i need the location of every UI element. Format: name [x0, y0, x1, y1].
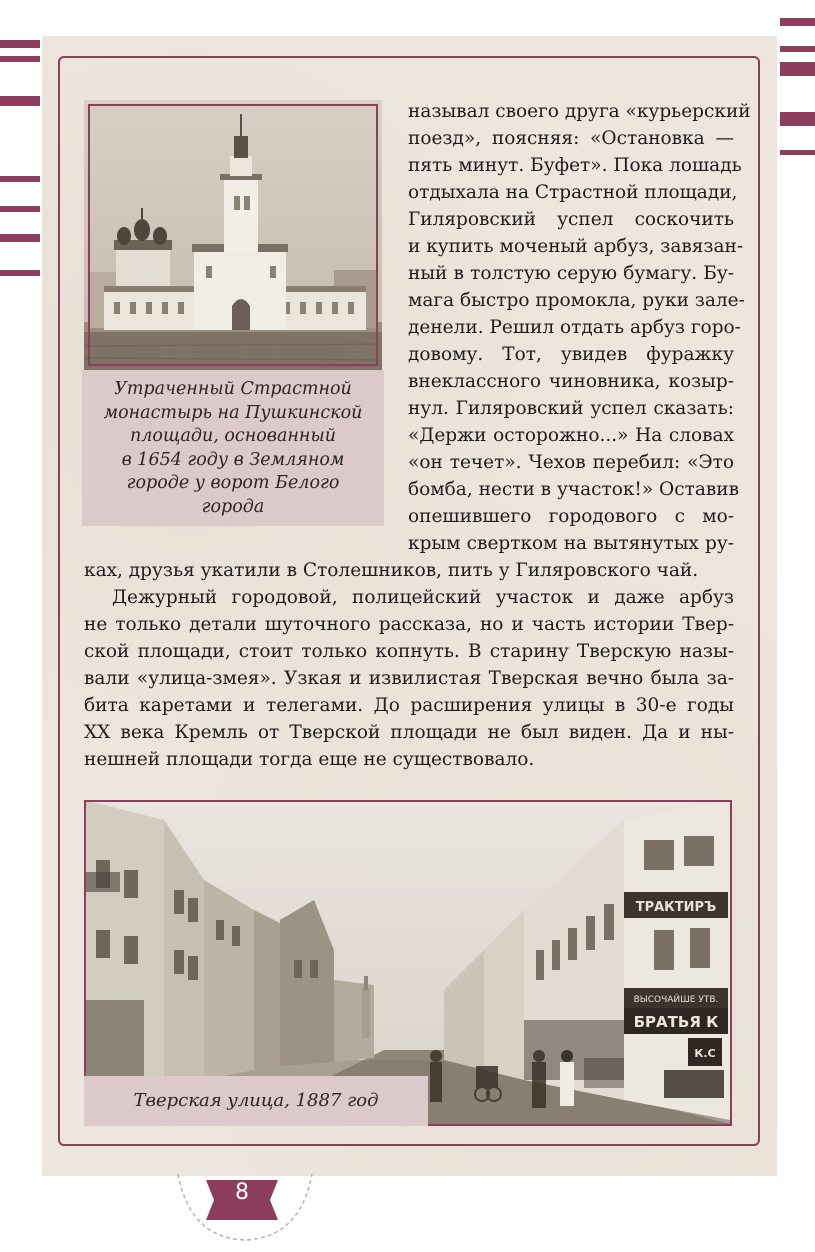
street-caption-box	[84, 1076, 428, 1126]
stripe-left-1	[0, 40, 40, 48]
stripe-left-7	[0, 270, 40, 276]
stripe-left-3	[0, 96, 40, 106]
text-line-indented: Дежурный городовой, полицейский участок и даже арбуз	[112, 587, 734, 608]
sign-traktir: ТРАКТИРЪ	[635, 900, 717, 915]
full-width-text	[84, 557, 734, 773]
stripe-right-2	[780, 46, 815, 52]
text-line: крым свертком на вытянутых ру-	[408, 533, 734, 554]
stripe-left-5	[0, 206, 40, 212]
text-line: отдыхала на Страстной площади,	[408, 182, 738, 203]
text-line: денели. Решил отдать арбуз горо-	[408, 317, 741, 338]
stripe-right-3	[780, 62, 815, 76]
text-line: ской площади, стоит только копнуть. В старину Тверскую назы-	[84, 641, 734, 662]
monastery-caption	[82, 378, 384, 519]
sign-ks: К.С	[694, 1047, 716, 1060]
monastery-photo-frame	[88, 104, 378, 366]
page-number: 8	[235, 1180, 249, 1205]
text-line: мага быстро промокла, руки зале-	[408, 290, 745, 311]
stripe-left-4	[0, 176, 40, 182]
text-line: поезд», поясняя: «Остановка —	[408, 128, 734, 149]
stripe-right-5	[780, 150, 815, 155]
text-line: ках, друзья укатили в Столешников, пить у Гиляровского чай.	[84, 560, 699, 581]
text-line: бомба, нести в участок!» Оставив	[408, 479, 740, 500]
text-line: нул. Гиляровский успел сказать:	[408, 398, 734, 419]
text-line: «Держи осторожно...» На словах	[408, 425, 734, 446]
text-line: пять минут. Буфет». Пока лошадь	[408, 155, 742, 176]
sign-bratya: БРАТЬЯ К	[633, 1013, 719, 1031]
text-line: внеклассного чиновника, козыр-	[408, 371, 734, 392]
caption-line: городе у ворот Белого	[126, 473, 340, 493]
page-number-dashed-arc	[170, 1168, 320, 1248]
sign-vysochayshe: ВЫСОЧАЙШЕ УТВ.	[633, 995, 719, 1005]
caption-line: в 1654 году в Земляном	[121, 449, 345, 470]
text-line: не только детали шуточного рассказа, но и часть истории Твер-	[84, 614, 734, 635]
caption-line: города	[201, 496, 265, 517]
text-line: XX века Кремль от Тверской площади не был виден. Да и ны-	[84, 722, 734, 743]
text-line: ный в толстую серую бумагу. Бу-	[408, 263, 734, 284]
text-line: Гиляровский успел соскочить	[408, 209, 734, 230]
text-line: бита каретами и телегами. До расширения улицы в 30-е годы	[84, 695, 734, 716]
stripe-right-1	[780, 18, 815, 26]
text-line: и купить моченый арбуз, завязан-	[408, 236, 744, 257]
street-caption: Тверская улица, 1887 год	[133, 1090, 379, 1111]
monastery-caption-box	[82, 370, 384, 526]
text-line: довому. Тот, увидев фуражку	[408, 344, 734, 365]
caption-line: монастырь на Пушкинской	[103, 402, 363, 423]
text-line: «он течет». Чехов перебил: «Это	[408, 452, 734, 473]
caption-line: Утраченный Страстной	[114, 379, 352, 399]
stripe-left-2	[0, 56, 40, 62]
text-line: опешившего городового с мо-	[408, 506, 734, 527]
stripe-right-4	[780, 112, 815, 126]
text-line: называл своего друга «курьерский	[408, 101, 751, 122]
text-line: нешней площади тогда еще не существовало.	[84, 749, 535, 770]
column-text	[408, 98, 751, 557]
stripe-left-6	[0, 234, 40, 242]
text-line: вали «улица-змея». Узкая и извилистая Тверская вечно была за-	[84, 668, 734, 689]
caption-line: площади, основанный	[130, 426, 336, 446]
